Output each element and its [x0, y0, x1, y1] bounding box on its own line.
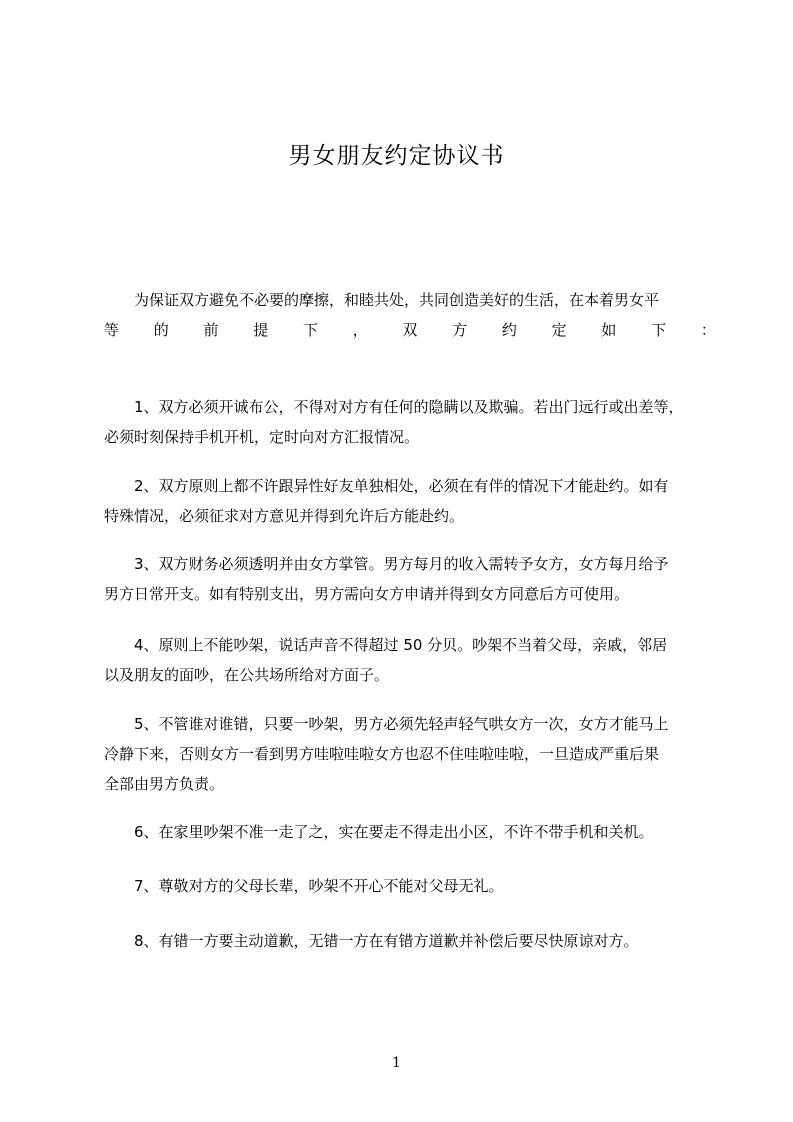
clause-3 [104, 549, 716, 609]
intro-char: 下 [651, 321, 682, 339]
intro-line-2 [104, 315, 716, 345]
intro-char: ， [352, 321, 383, 339]
page-number: 1 [392, 1055, 401, 1071]
intro-char: 如 [601, 321, 632, 339]
intro-char: 双 [402, 321, 433, 339]
intro-paragraph [104, 285, 716, 345]
clause-5 [104, 709, 716, 799]
document-title: 男女朋友约定协议书 [288, 143, 505, 169]
clause-line: 男方日常开支。如有特别支出，男方需向女方申请并得到女方同意后方可使用。 [104, 585, 630, 603]
intro-char: 提 [253, 321, 284, 339]
intro-char: 约 [501, 321, 532, 339]
clause-8 [104, 926, 716, 956]
clause-4 [104, 630, 716, 690]
clause-line: 必须时刻保持手机开机，定时向对方汇报情况。 [104, 428, 420, 446]
intro-line-1: 为保证双方避免不必要的摩擦，和睦共处，共同创造美好的生活，在本着男女平 [104, 291, 660, 309]
clause-6 [104, 817, 716, 847]
intro-char: ： [700, 321, 716, 339]
clause-line: 2、双方原则上都不许跟异性好友单独相处，必须在有伴的情况下才能赴约。如有 [104, 477, 669, 495]
clause-line: 6、在家里吵架不准一走了之，实在要走不得走出小区，不许不带手机和关机。 [104, 823, 654, 841]
intro-char: 的 [153, 321, 184, 339]
clause-1 [104, 392, 716, 452]
clause-7 [104, 871, 716, 901]
clause-line: 4、原则上不能吵架，说话声音不得超过 50 分贝。吵架不当着父母，亲戚，邻居 [104, 636, 668, 654]
clause-line: 1、双方必须开诚布公，不得对对方有任何的隐瞒以及欺骗。若出门远行或出差等， [104, 398, 684, 416]
clause-line: 5、不管谁对谁错，只要一吵架，男方必须先轻声轻气哄女方一次，女方才能马上 [104, 715, 669, 733]
clause-line: 全部由男方负责。 [104, 775, 225, 793]
clause-line: 8、有错一方要主动道歉，无错一方在有错方道歉并补偿后要尽快原谅对方。 [104, 932, 639, 950]
clause-line: 3、双方财务必须透明并由女方掌管。男方每月的收入需转予女方，女方每月给予 [104, 555, 669, 573]
clause-line: 特殊情况，必须征求对方意见并得到允许后方能赴约。 [104, 507, 465, 525]
clause-line: 以及朋友的面吵，在公共场所给对方面子。 [104, 666, 390, 684]
intro-char: 前 [203, 321, 234, 339]
clause-line: 冷静下来，否则女方一看到男方哇啦哇啦女方也忍不住哇啦哇啦，一旦造成严重后果 [104, 745, 660, 763]
clause-line: 7、尊敬对方的父母长辈，吵架不开心不能对父母无礼。 [104, 877, 504, 895]
clause-2 [104, 471, 716, 531]
intro-char: 等 [104, 321, 134, 339]
intro-char: 下 [302, 321, 333, 339]
intro-char: 定 [551, 321, 582, 339]
intro-char: 方 [452, 321, 483, 339]
